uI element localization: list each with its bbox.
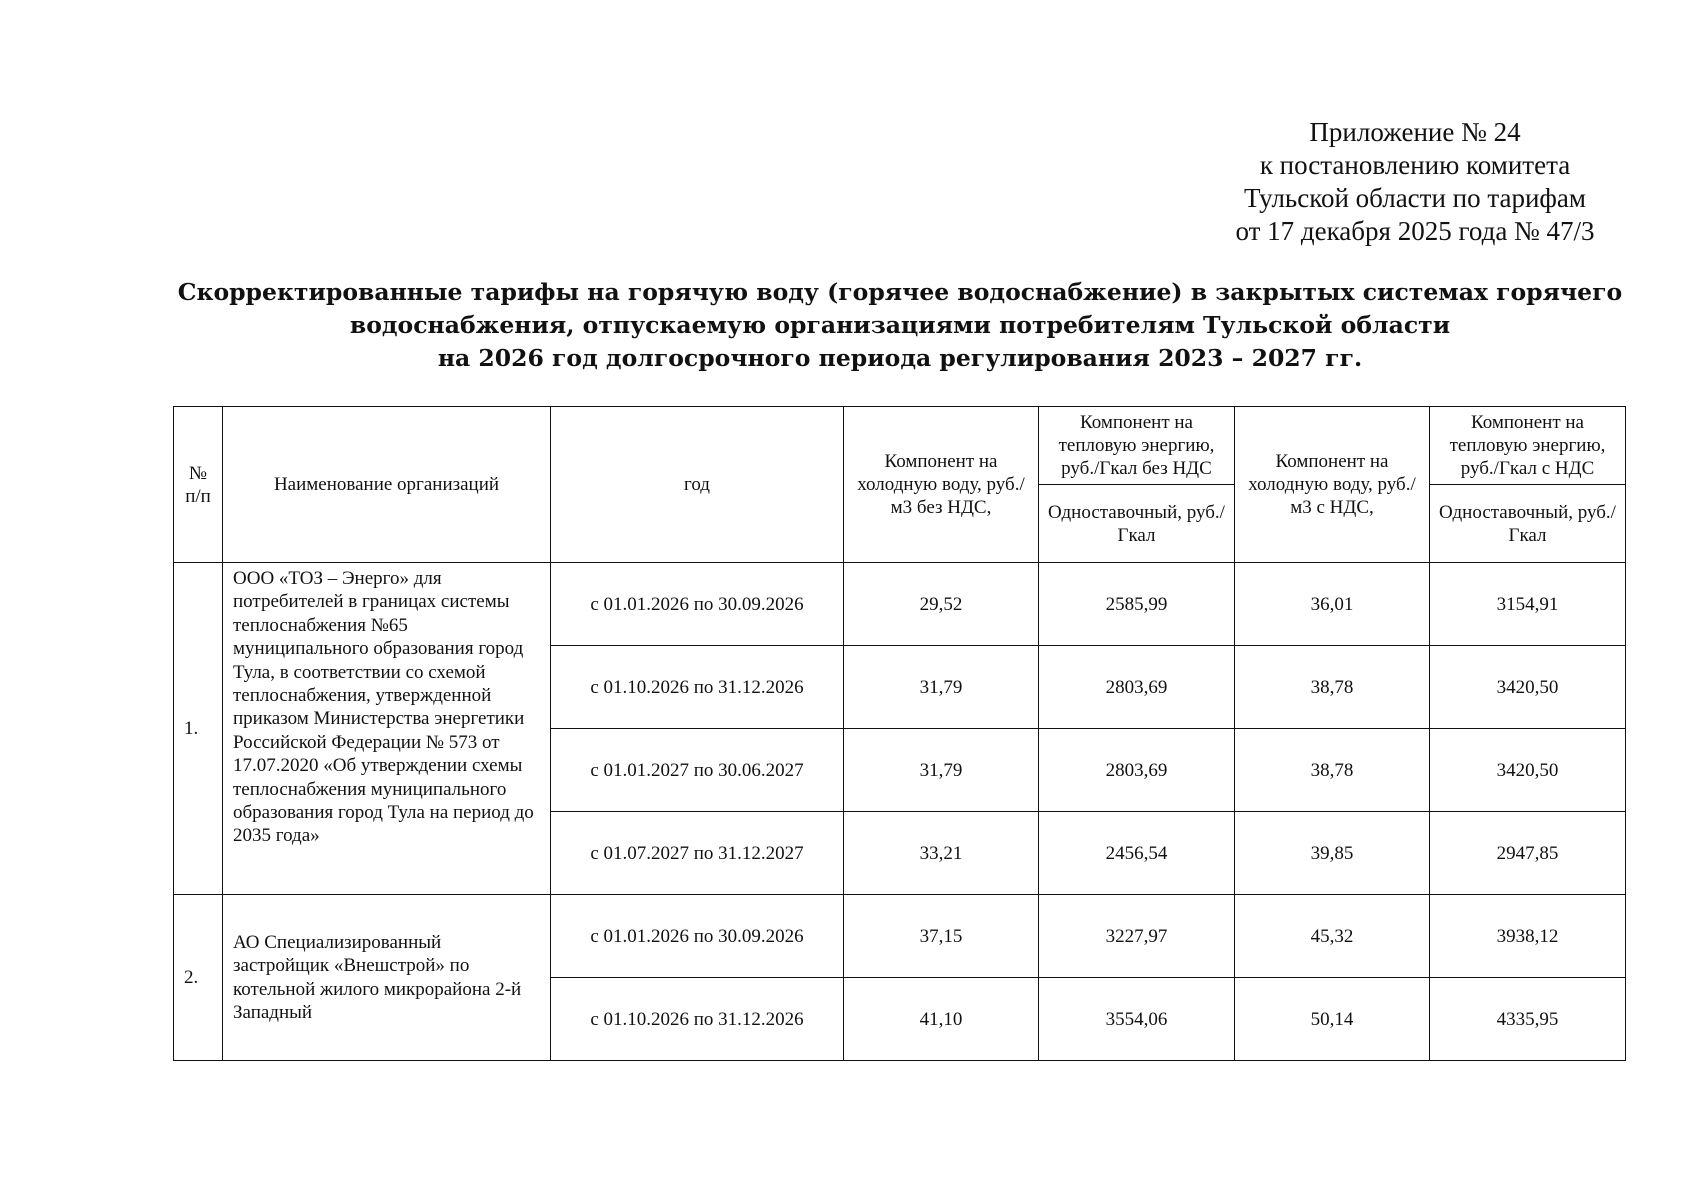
period-cell: с 01.10.2026 по 31.12.2026	[551, 978, 844, 1061]
appendix-header	[1200, 116, 1630, 248]
header-heat-vat-sub: Одноставочный, руб./Гкал	[1430, 485, 1626, 563]
cold-vat-cell: 45,32	[1235, 895, 1430, 978]
period-cell: с 01.01.2026 по 30.09.2026	[551, 563, 844, 646]
tariff-table	[173, 406, 1626, 1061]
cold-no-vat-cell: 33,21	[844, 812, 1039, 895]
title-line: Скорректированные тарифы на горячую воду (горячее водоснабжение) в закрытых системах горячего	[177, 278, 1623, 306]
period-cell: с 01.01.2027 по 30.06.2027	[551, 729, 844, 812]
header-heat-no-vat-sub: Одноставочный, руб./Гкал	[1039, 485, 1235, 563]
cold-vat-cell: 38,78	[1235, 646, 1430, 729]
title-line: на 2026 год долгосрочного периода регулирования 2023 – 2027 гг.	[437, 344, 1363, 372]
heat-no-vat-cell: 3554,06	[1039, 978, 1235, 1061]
table-row	[174, 563, 1626, 646]
period-cell: с 01.10.2026 по 31.12.2026	[551, 646, 844, 729]
org-name: АО Специализированный застройщик «Внешстрой» по котельной жилого микрорайона 2-й Западный	[223, 895, 551, 1061]
cold-no-vat-cell: 29,52	[844, 563, 1039, 646]
heat-vat-cell: 3938,12	[1430, 895, 1626, 978]
table-row	[174, 895, 1626, 978]
appendix-line: к постановлению комитета	[1259, 150, 1571, 180]
cold-vat-cell: 38,78	[1235, 729, 1430, 812]
appendix-line: от 17 декабря 2025 года № 47/3	[1235, 216, 1595, 246]
appendix-line: Тульской области по тарифам	[1243, 183, 1586, 213]
header-cold-no-vat: Компонент на холодную воду, руб./м3 без НДС,	[844, 407, 1039, 563]
heat-vat-cell: 3420,50	[1430, 729, 1626, 812]
header-num: № п/п	[174, 407, 223, 563]
period-cell: с 01.01.2026 по 30.09.2026	[551, 895, 844, 978]
period-cell: с 01.07.2027 по 31.12.2027	[551, 812, 844, 895]
org-number: 2.	[174, 895, 223, 1061]
header-cold-vat: Компонент на холодную воду, руб./м3 с НДС,	[1235, 407, 1430, 563]
cold-vat-cell: 39,85	[1235, 812, 1430, 895]
title-line: водоснабжения, отпускаемую организациями потребителям Тульской области	[349, 311, 1451, 339]
header-heat-no-vat: Компонент на тепловую энергию, руб./Гкал без НДС	[1039, 407, 1235, 485]
header-year: год	[551, 407, 844, 563]
header-org: Наименование организаций	[223, 407, 551, 563]
heat-vat-cell: 3154,91	[1430, 563, 1626, 646]
heat-no-vat-cell: 2456,54	[1039, 812, 1235, 895]
header-row	[174, 407, 1626, 485]
appendix-line: Приложение № 24	[1309, 117, 1521, 147]
org-number: 1.	[174, 563, 223, 895]
cold-no-vat-cell: 41,10	[844, 978, 1039, 1061]
heat-no-vat-cell: 2803,69	[1039, 646, 1235, 729]
heat-no-vat-cell: 2585,99	[1039, 563, 1235, 646]
cold-no-vat-cell: 37,15	[844, 895, 1039, 978]
heat-vat-cell: 2947,85	[1430, 812, 1626, 895]
cold-no-vat-cell: 31,79	[844, 646, 1039, 729]
cold-vat-cell: 50,14	[1235, 978, 1430, 1061]
cold-vat-cell: 36,01	[1235, 563, 1430, 646]
heat-vat-cell: 4335,95	[1430, 978, 1626, 1061]
heat-no-vat-cell: 3227,97	[1039, 895, 1235, 978]
cold-no-vat-cell: 31,79	[844, 729, 1039, 812]
heat-no-vat-cell: 2803,69	[1039, 729, 1235, 812]
heat-vat-cell: 3420,50	[1430, 646, 1626, 729]
document-title	[170, 276, 1630, 375]
org-name: ООО «ТОЗ – Энерго» для потребителей в границах системы теплоснабжения №65 муниципального образования город Тула, в соответствии со схемой теплоснабжения, утвержденной приказом Министерства энергетики Российской Федерации № 573 от 17.07.2020 «Об утверждении схемы теплоснабжения муниципального образования город Тула на период до 2035 года»	[223, 563, 551, 895]
header-heat-vat: Компонент на тепловую энергию, руб./Гкал с НДС	[1430, 407, 1626, 485]
